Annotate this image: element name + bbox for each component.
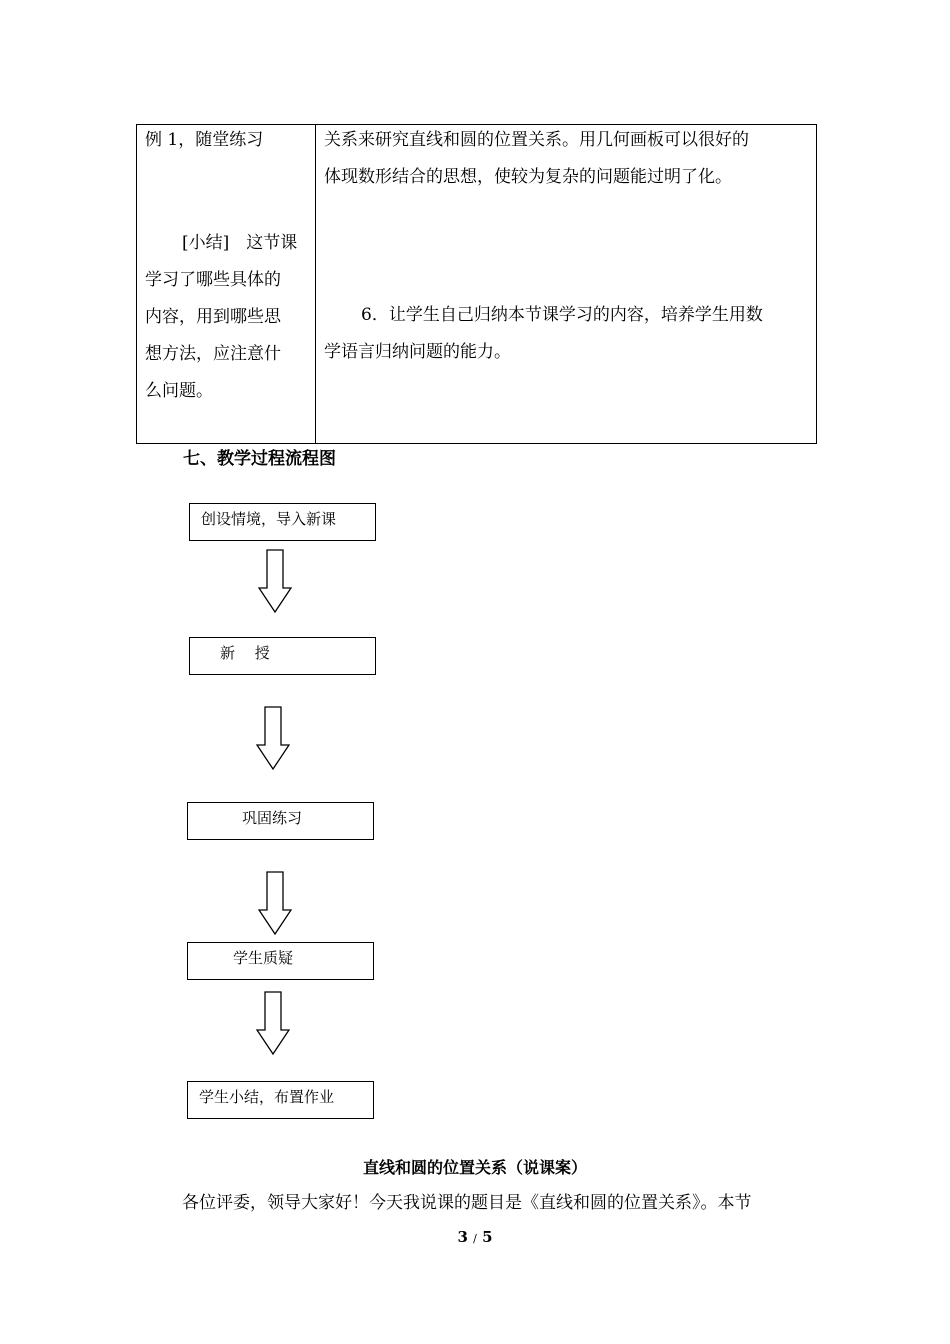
down-arrow-icon xyxy=(258,549,292,613)
total-pages: 5 xyxy=(482,1228,493,1246)
right-cell-line: 关系来研究直线和圆的位置关系。用几何画板可以很好的 xyxy=(324,130,749,150)
left-cell-summary-line: 想方法，应注意什 xyxy=(145,344,281,364)
document-title: 直线和圆的位置关系（说课案） xyxy=(362,1158,587,1177)
left-cell-summary-line: 内容，用到哪些思 xyxy=(145,307,281,327)
flow-step-box: 学生质疑 xyxy=(187,942,374,980)
lesson-table xyxy=(136,124,817,444)
flow-step-box: 学生小结，布置作业 xyxy=(187,1081,374,1119)
flow-step-box: 新 授 xyxy=(189,637,376,675)
current-page: 3 xyxy=(457,1228,468,1246)
intro-paragraph: 各位评委，领导大家好！今天我说课的题目是《直线和圆的位置关系》。本节 xyxy=(182,1193,752,1213)
right-cell-line: 体现数形结合的思想，使较为复杂的问题能过明了化。 xyxy=(324,167,732,187)
left-cell-example: 例 1，随堂练习 xyxy=(145,130,264,150)
right-cell-line: 6．让学生自己归纳本节课学习的内容，培养学生用数 xyxy=(361,305,763,325)
page-separator: / xyxy=(473,1232,477,1245)
left-cell-summary-line: [小结] 这节课 xyxy=(182,233,298,253)
left-cell-summary-line: 学习了哪些具体的 xyxy=(145,270,281,290)
section-heading: 七、教学过程流程图 xyxy=(183,449,336,469)
flow-step-box: 巩固练习 xyxy=(187,802,374,840)
down-arrow-icon xyxy=(256,991,290,1055)
right-cell-line: 学语言归纳问题的能力。 xyxy=(324,342,511,362)
table-column-divider xyxy=(315,125,316,443)
flow-step-box: 创设情境，导入新课 xyxy=(189,503,376,541)
down-arrow-icon xyxy=(258,871,292,935)
left-cell-summary-line: 么问题。 xyxy=(145,381,213,401)
page-number xyxy=(0,1228,950,1246)
down-arrow-icon xyxy=(256,706,290,770)
